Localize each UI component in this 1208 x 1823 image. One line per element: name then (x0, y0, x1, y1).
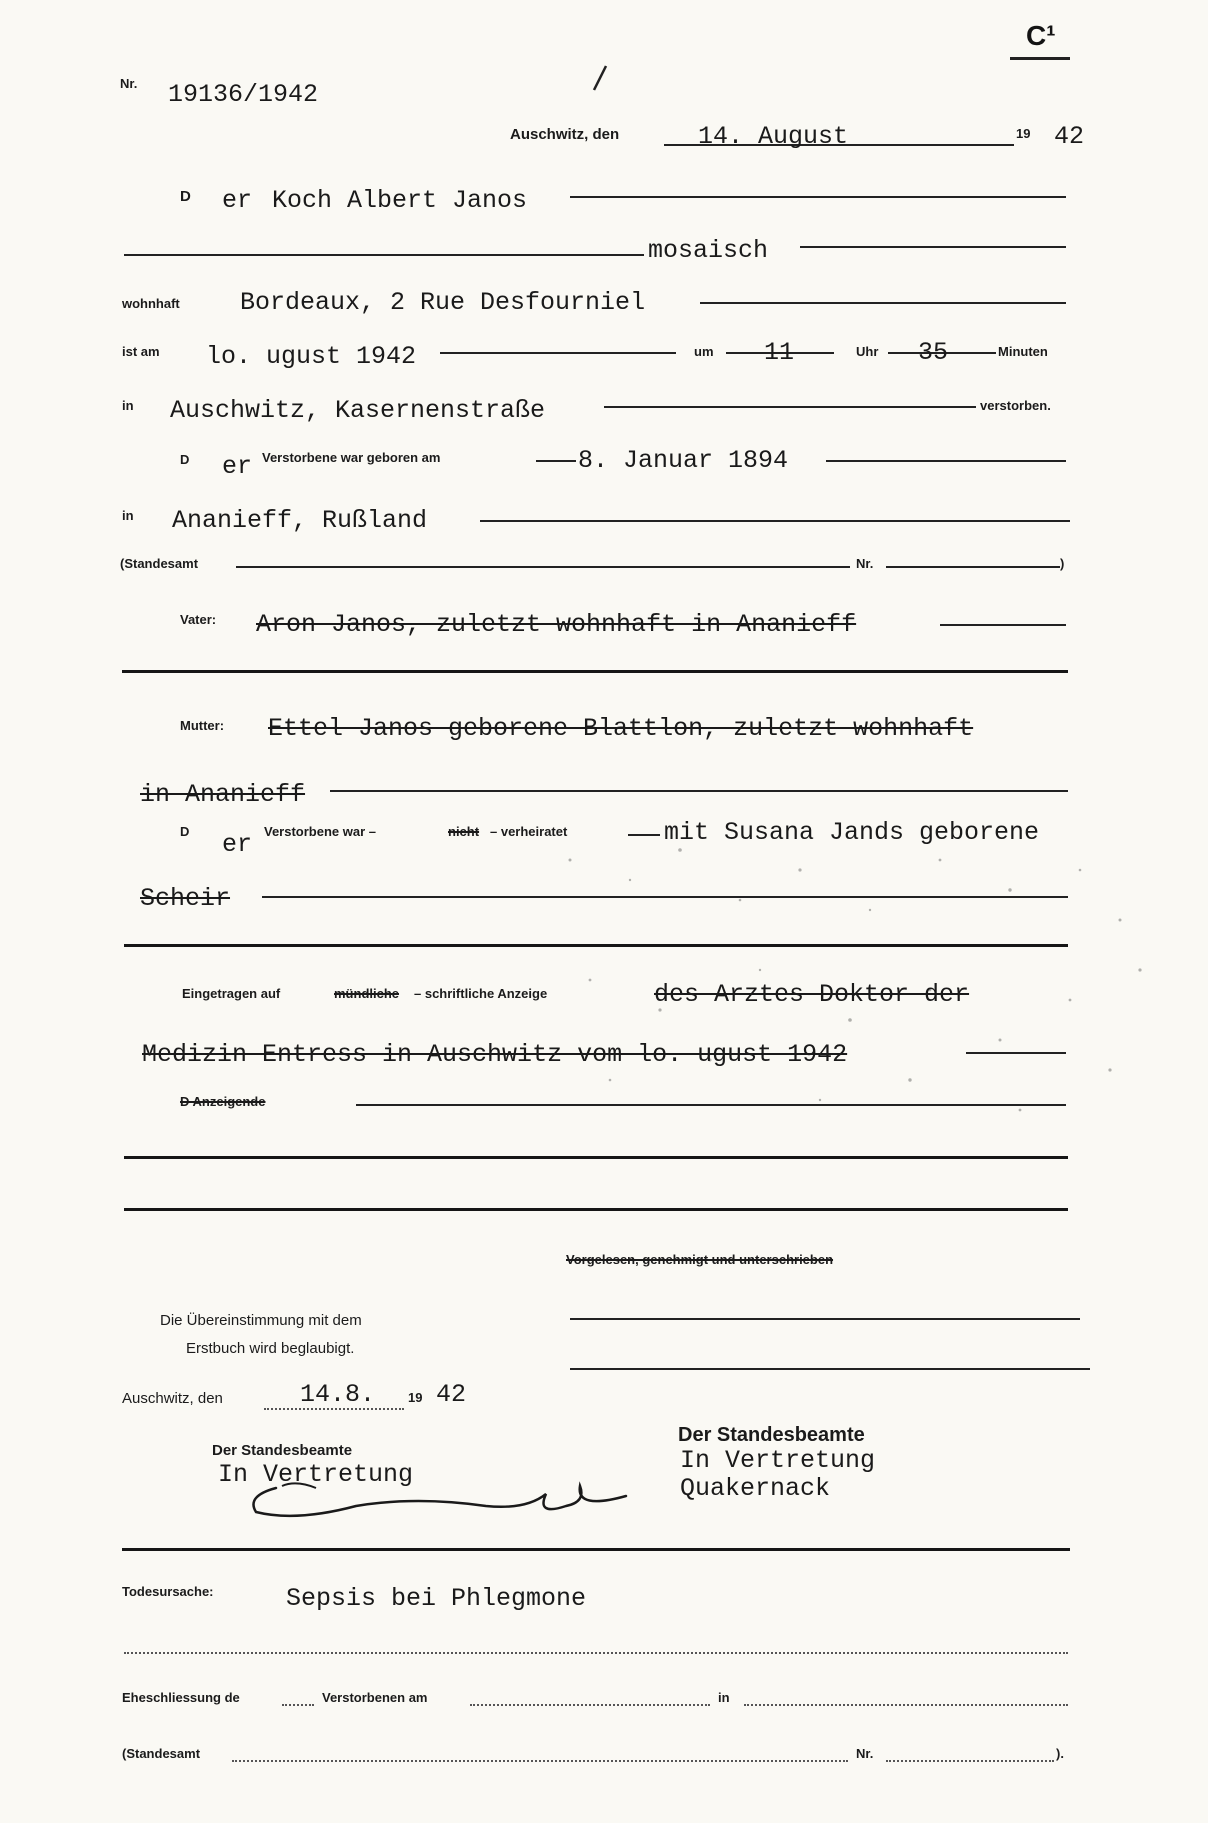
right-name: Quakernack (680, 1474, 831, 1503)
death-date-line (440, 352, 676, 354)
report-line-2: Medizin Entress in Auschwitz vom lo. ugust 1942 (142, 1040, 848, 1069)
registry-nr-line (886, 566, 1060, 568)
father: Aron Janos, zuletzt wohnhaft in Ananieff (256, 610, 857, 639)
certification-line-1: Die Übereinstimmung mit dem (160, 1312, 362, 1329)
registry-nr-label: Nr. (856, 556, 874, 571)
toner-smear (540, 820, 1160, 1140)
signature-line-1 (570, 1318, 1080, 1320)
cause: Sepsis bei Phlegmone (286, 1584, 587, 1613)
minute: 35 (918, 338, 949, 367)
spouse-line-2: Scheir (140, 884, 231, 913)
hour: 11 (764, 338, 795, 367)
report-label-before: Eingetragen auf (182, 986, 281, 1001)
cert-year-prefix: 19 (408, 1390, 423, 1405)
residence: Bordeaux, 2 Rue Desfourniel (240, 288, 646, 317)
religion-line-left (124, 254, 644, 256)
cert-year-suffix: 42 (436, 1380, 467, 1409)
birthplace: Ananieff, Rußland (172, 506, 428, 535)
cause-label: Todesursache: (122, 1584, 214, 1599)
marriage-struck: nicht (448, 824, 480, 839)
footer-divider (122, 1548, 1070, 1551)
birth-date: 8. Januar 1894 (578, 446, 789, 475)
left-title: Der Standesbeamte (212, 1442, 353, 1459)
residence-label: wohnhaft (122, 296, 180, 311)
died-on-label: ist am (122, 344, 160, 359)
born-label: Verstorbene war geboren am (262, 450, 441, 465)
mother-line (330, 790, 1068, 792)
father-label: Vater: (180, 612, 217, 627)
died-label: verstorben. (980, 398, 1051, 413)
deceased-name: Koch Albert Janos (272, 186, 528, 215)
left-deputy: In Vertretung (218, 1460, 414, 1489)
corner-code: C¹ (1026, 20, 1056, 51)
right-title: Der Standesbeamte (678, 1424, 865, 1446)
at-label: um (694, 344, 714, 359)
religion: mosaisch (648, 236, 769, 265)
right-deputy: In Vertretung (680, 1446, 876, 1475)
footer-registry-label: (Standesamt (122, 1746, 201, 1761)
registry-close: ) (1060, 556, 1065, 571)
registry-line (236, 566, 850, 568)
nr-label: Nr. (120, 76, 138, 91)
name-line (570, 196, 1066, 198)
marriage-footer-label-2: Verstorbenen am (322, 1690, 428, 1705)
born-prefix: D (180, 452, 190, 467)
article-prefix: D (180, 188, 191, 205)
informant-line-2 (124, 1156, 1068, 1159)
mother-line-2: in Ananieff (140, 780, 306, 809)
birth-line-a (536, 460, 576, 462)
signature-line-2 (570, 1368, 1090, 1370)
minute-label: Minuten (998, 344, 1048, 359)
cert-place-label: Auschwitz, den (122, 1390, 223, 1407)
marriage-footer-line-c (744, 1704, 1068, 1706)
birth-line-b (826, 460, 1066, 462)
father-line-2 (122, 670, 1068, 673)
footer-registry-line (232, 1760, 848, 1762)
informant-line-3 (124, 1208, 1068, 1211)
year-prefix: 19 (1016, 126, 1031, 141)
date-day-month: 14. August (698, 122, 849, 151)
article-suffix: er (222, 186, 253, 215)
corner-code-underline (1010, 57, 1070, 60)
birth-in-label: in (122, 508, 134, 523)
marriage-footer-line-a (282, 1704, 314, 1706)
footer-registry-close: ). (1056, 1746, 1064, 1761)
report-label-after: – schriftliche Anzeige (414, 986, 548, 1001)
report-struck: mündliche (334, 986, 400, 1001)
marriage-footer-in-label: in (718, 1690, 730, 1705)
marriage-label-after: – verheiratet (490, 824, 568, 839)
spouse-line-1: mit Susana Jands geborene (664, 818, 1040, 847)
marriage-footer-label: Eheschliessung de (122, 1690, 240, 1705)
pen-mark (590, 64, 610, 94)
cause-line-2 (124, 1652, 1068, 1654)
certification-line-2: Erstbuch wird beglaubigt. (186, 1340, 355, 1357)
marriage-suffix: er (222, 830, 253, 859)
read-approved-label: Vorgelesen, genehmigt und unterschrieben (566, 1252, 834, 1267)
religion-line-right (800, 246, 1066, 248)
death-in-label: in (122, 398, 134, 413)
footer-registry-nr-line (886, 1760, 1054, 1762)
registry-label: (Standesamt (120, 556, 199, 571)
register-number: 19136/1942 (168, 80, 319, 109)
death-place-line (604, 406, 976, 408)
cert-date: 14.8. (300, 1380, 376, 1409)
birthplace-line (480, 520, 1070, 522)
hour-label: Uhr (856, 344, 879, 359)
marriage-label-before: Verstorbene war – (264, 824, 376, 839)
footer-registry-nr-label: Nr. (856, 1746, 874, 1761)
death-place: Auschwitz, Kasernenstraße (170, 396, 546, 425)
death-date: lo. ugust 1942 (206, 342, 417, 371)
marriage-footer-line-b (470, 1704, 710, 1706)
mother-line-1: Ettel Janos geborene Blattlon, zuletzt wohnhaft (268, 714, 974, 743)
residence-line (700, 302, 1066, 304)
marriage-prefix: D (180, 824, 190, 839)
place-date-label: Auschwitz, den (510, 126, 620, 143)
father-line (940, 624, 1066, 626)
report-line-1: des Arztes Doktor der (654, 980, 970, 1009)
informant-label: D Anzeigende (180, 1094, 266, 1109)
year-suffix: 42 (1054, 122, 1085, 151)
handwritten-signature (236, 1466, 636, 1526)
born-suffix: er (222, 452, 253, 481)
mother-label: Mutter: (180, 718, 225, 733)
